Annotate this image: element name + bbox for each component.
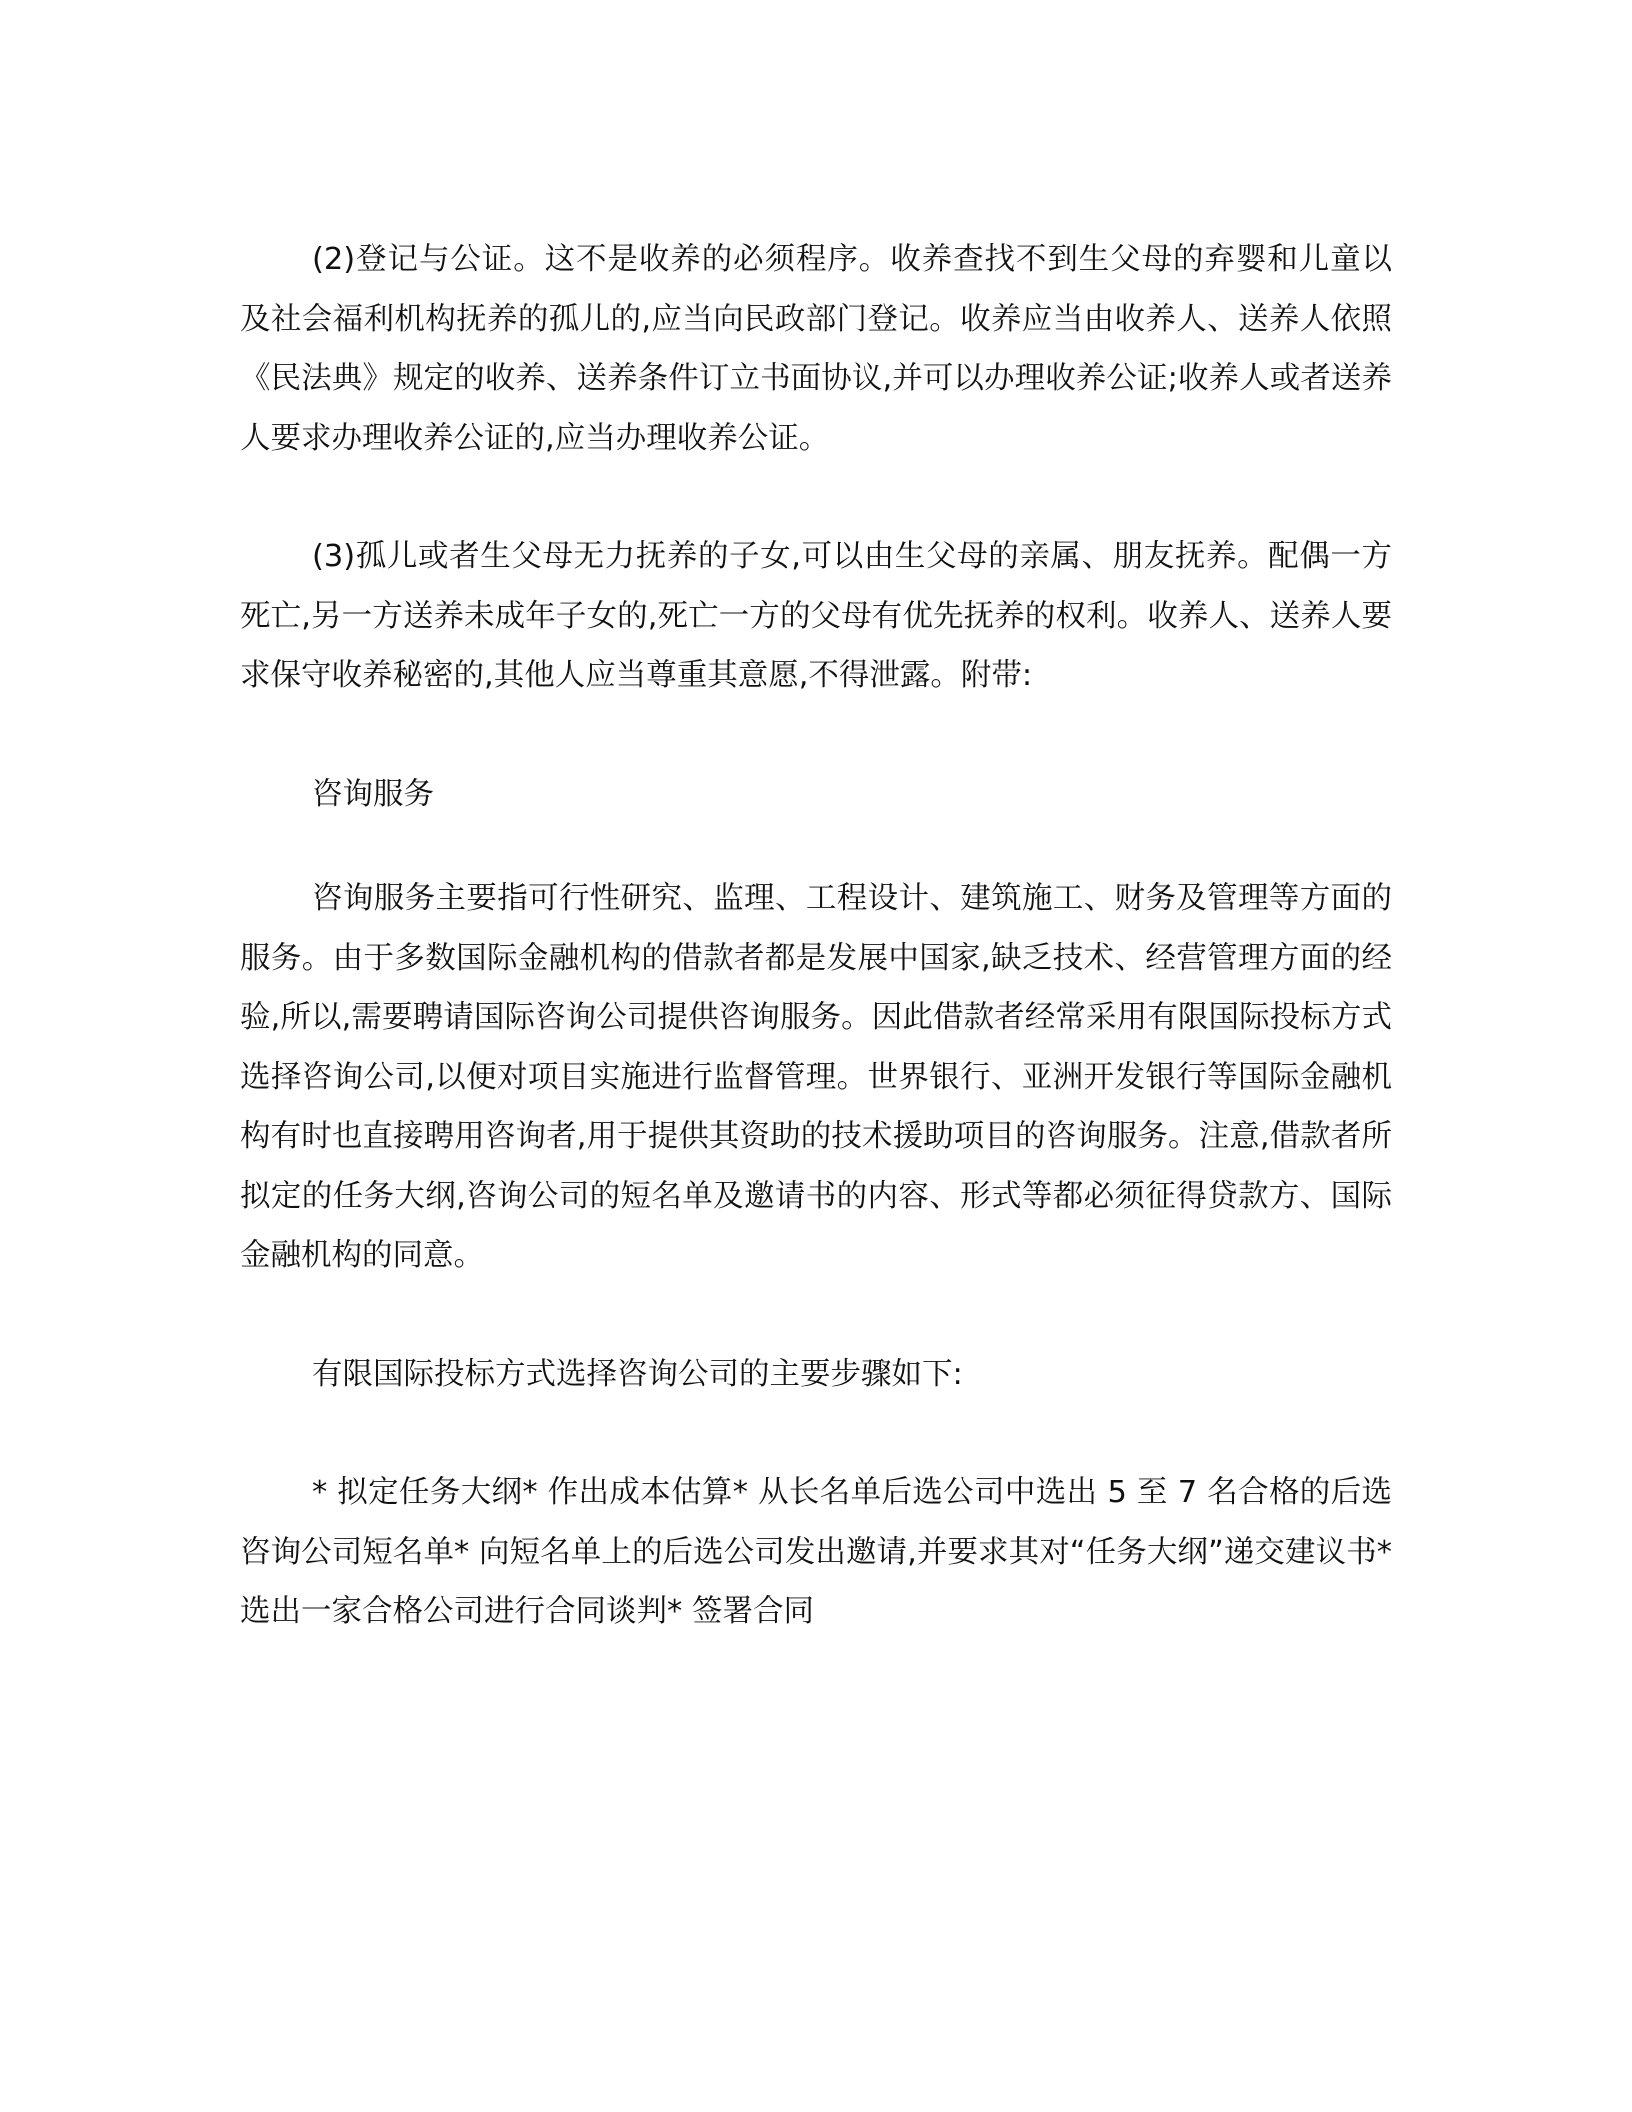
paragraph-orphan-care: (3)孤儿或者生父母无力抚养的子女,可以由生父母的亲属、朋友抚养。配偶一方死亡,另一方送养未成年子女的,死亡一方的父母有优先抚养的权利。收养人、送养人要求保守收养秘密的,其他人应当尊重其意愿,不得泄露。附带: xyxy=(240,539,1392,693)
paragraph-steps-intro: 有限国际投标方式选择咨询公司的主要步骤如下: xyxy=(312,1356,963,1392)
section-heading-consulting-services: 咨询服务 xyxy=(312,776,434,812)
document-body xyxy=(240,230,1392,1642)
paragraph-registration-notarization: (2)登记与公证。这不是收养的必须程序。收养查找不到生父母的弃婴和儿童以及社会福利机构抚养的孤儿的,应当向民政部门登记。收养应当由收养人、送养人依照《民法典》规定的收养、送养条件订立书面协议,并可以办理收养公证;收养人或者送养人要求办理收养公证的,应当办理收养公证。 xyxy=(240,242,1392,456)
paragraph-steps-list: * 拟定任务大纲* 作出成本估算* 从长名单后选公司中选出 5 至 7 名合格的后选咨询公司短名单* 向短名单上的后选公司发出邀请,并要求其对“任务大纲”递交建议书* 选出一家合格公司进行合同谈判* 签署合同 xyxy=(240,1475,1392,1629)
paragraph-consulting-services: 咨询服务主要指可行性研究、监理、工程设计、建筑施工、财务及管理等方面的服务。由于多数国际金融机构的借款者都是发展中国家,缺乏技术、经营管理方面的经验,所以,需要聘请国际咨询公司提供咨询服务。因此借款者经常采用有限国际投标方式选择咨询公司,以便对项目实施进行监督管理。世界银行、亚洲开发银行等国际金融机构有时也直接聘用咨询者,用于提供其资助的技术援助项目的咨询服务。注意,借款者所拟定的任务大纲,咨询公司的短名单及邀请书的内容、形式等都必须征得贷款方、国际金融机构的同意。 xyxy=(240,881,1392,1273)
